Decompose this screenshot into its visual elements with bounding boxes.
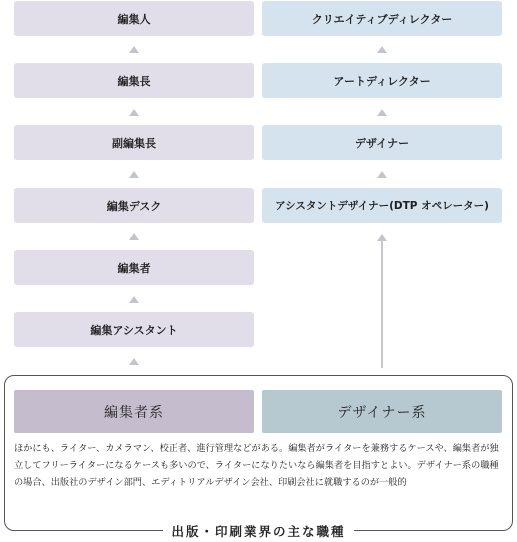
designer-role-box: アートディレクター xyxy=(262,63,502,98)
designer-category-label: デザイナー系 xyxy=(262,390,502,433)
connector-line xyxy=(381,240,383,368)
up-arrow-icon xyxy=(377,171,387,178)
designer-role-box: アシスタントデザイナー(DTP オペレーター) xyxy=(262,188,502,223)
up-arrow-icon xyxy=(129,233,139,240)
up-arrow-icon xyxy=(377,46,387,53)
designer-role-box: クリエイティブディレクター xyxy=(262,1,502,36)
diagram-caption xyxy=(0,522,517,540)
description-text: ほかにも、ライター、カメラマン、校正者、進行管理などがある。編集者がライターを兼務するケースや、編集者が独立してフリーライターになるケースも多いので、ライターになりたいなら編集者を目指すとよい。デザイナー系の職種の場合、出版社のデザイン部門、エディトリアルデザイン会社、印刷会社に就職するのが一般的 xyxy=(14,443,499,488)
caption-text: 出版・印刷業界の主な職種 xyxy=(163,524,353,539)
up-arrow-icon xyxy=(129,358,139,365)
editor-role-box: 副編集長 xyxy=(14,125,254,160)
editor-role-box: 編集人 xyxy=(14,1,254,36)
designer-role-box: デザイナー xyxy=(262,125,502,160)
up-arrow-icon xyxy=(129,46,139,53)
editor-category-label: 編集者系 xyxy=(14,390,254,433)
up-arrow-icon xyxy=(129,109,139,116)
editor-role-box: 編集デスク xyxy=(14,188,254,223)
up-arrow-icon xyxy=(129,296,139,303)
up-arrow-icon xyxy=(377,109,387,116)
editor-role-box: 編集者 xyxy=(14,250,254,285)
editor-role-box: 編集長 xyxy=(14,63,254,98)
up-arrow-icon xyxy=(129,171,139,178)
editor-role-box: 編集アシスタント xyxy=(14,312,254,347)
